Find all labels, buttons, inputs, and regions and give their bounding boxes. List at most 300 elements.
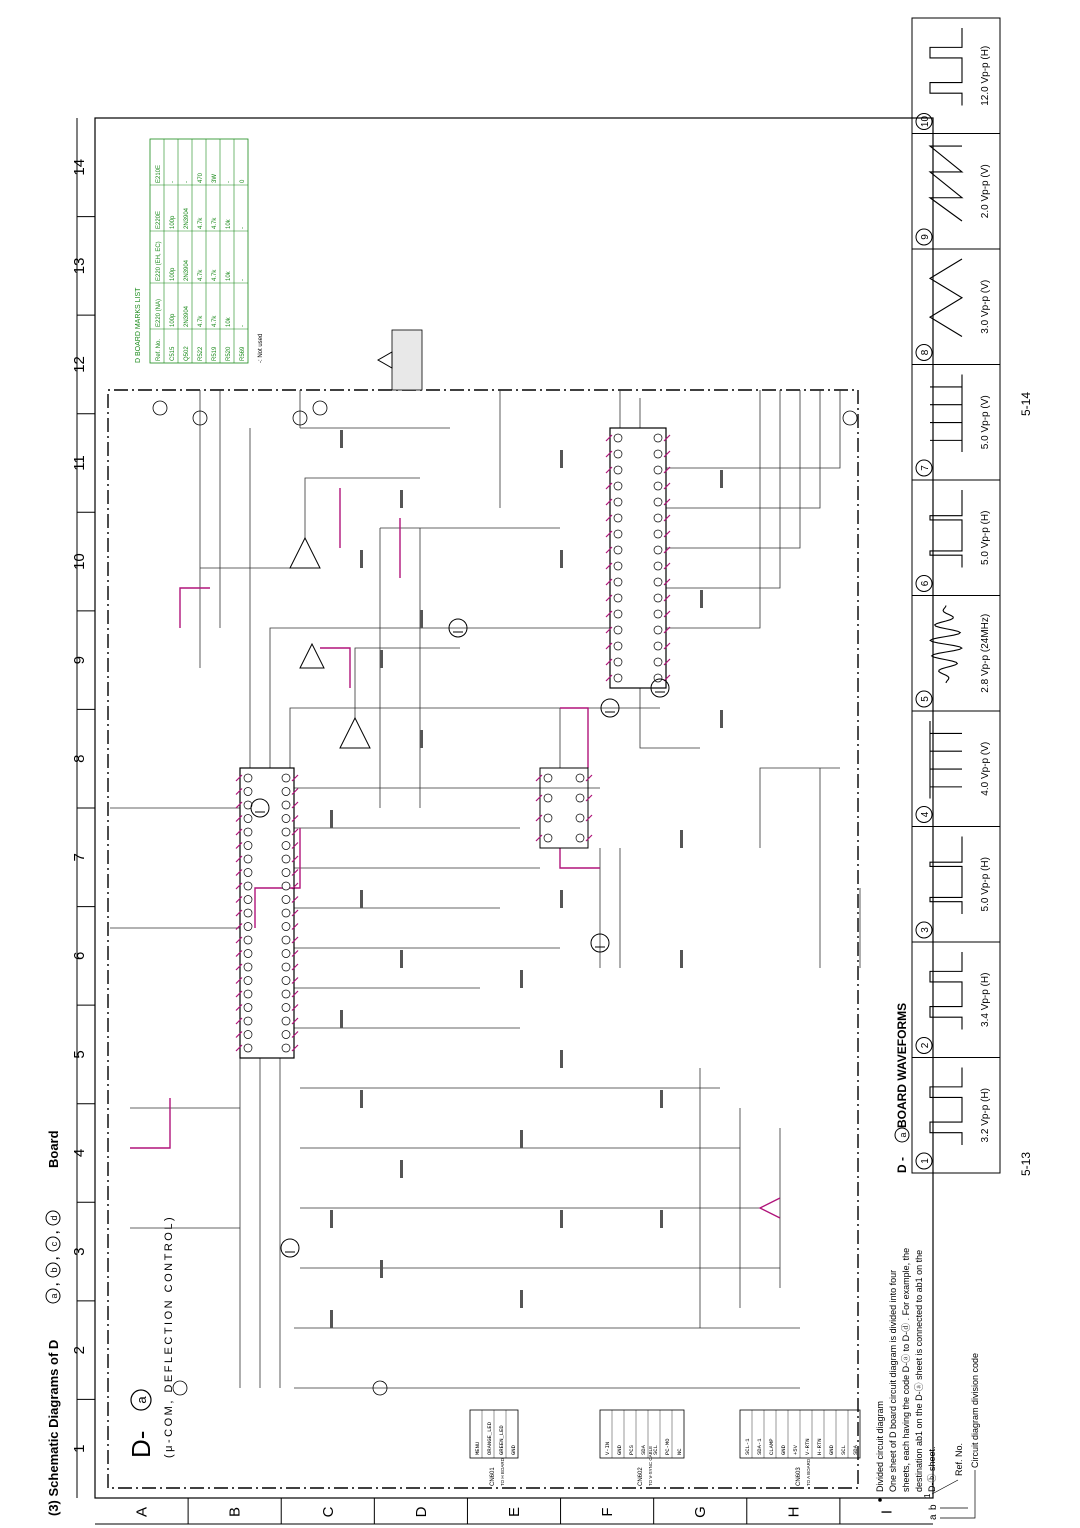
opamp-2 (340, 718, 370, 748)
component-ref (400, 1160, 403, 1178)
ic-pin (282, 896, 290, 904)
ic-pin-mark (236, 897, 242, 903)
waveform-trace (930, 721, 962, 799)
ic-pin (282, 774, 290, 782)
title-comma: , (47, 1282, 61, 1286)
component-ref (360, 1090, 363, 1108)
connector-pin-label: MENU (474, 1441, 481, 1455)
ic-pin (244, 1004, 252, 1012)
ic-pin (244, 869, 252, 877)
ic-pin (576, 794, 584, 802)
component-ref (400, 490, 403, 508)
mark-table-cell: - (226, 181, 232, 183)
ic-pin-mark (236, 924, 242, 930)
wire (355, 648, 460, 718)
connector-pin-label: SDA (640, 1445, 647, 1455)
transistor-symbol (251, 799, 269, 817)
ic-pin-mark (236, 870, 242, 876)
diagram-label-circle-text: a (134, 1396, 149, 1404)
ic-pin (282, 869, 290, 877)
ic-pin (282, 977, 290, 985)
ic-pin-mark (606, 451, 612, 457)
waveform-trace (930, 375, 962, 453)
connector-pin-label: H-RTN (816, 1438, 823, 1455)
waveform-trace (930, 952, 962, 1030)
mark-table-cell: 470 (198, 172, 204, 183)
mark-table-cell: 4.7k (198, 217, 204, 229)
connectors (470, 1410, 860, 1486)
ic-pin (544, 794, 552, 802)
mark-table-header: E210E (156, 164, 162, 183)
ic-pin-mark (536, 815, 542, 821)
waveform-number: 10 (920, 115, 931, 128)
connector-dest: TO A BOARD (806, 1458, 811, 1486)
ic-pin (654, 658, 662, 666)
mark-table-border (150, 139, 248, 363)
ic-pin (654, 578, 662, 586)
ic-pin (654, 514, 662, 522)
waveforms-title-circle-text: a (898, 1132, 908, 1138)
ic-pin (282, 923, 290, 931)
ic-pin (654, 434, 662, 442)
ic-pin (614, 658, 622, 666)
ic-pin (614, 610, 622, 618)
mark-table-cell: 10k (226, 317, 232, 327)
ic-pin-mark (536, 795, 542, 801)
ic-pin-mark (292, 991, 298, 997)
mark-table-cell: 4.7k (198, 269, 204, 281)
ic-pin-mark (292, 924, 298, 930)
ic-pin (282, 828, 290, 836)
note-bullet (878, 1498, 882, 1502)
row-label: B (226, 1506, 244, 1518)
column-label: 3 (71, 1247, 88, 1256)
ic-pin (244, 977, 252, 985)
component-ref (420, 730, 423, 748)
ic-pin-mark (536, 775, 542, 781)
ic-eeprom (536, 768, 592, 848)
component-ref (520, 1290, 523, 1308)
ic-pin-mark (664, 499, 670, 505)
mark-list (135, 139, 264, 363)
title-circles (46, 1211, 61, 1303)
ic-pin-mark (606, 595, 612, 601)
ic-pin-mark (292, 1018, 298, 1024)
ic-pin-mark (236, 991, 242, 997)
component-ref (340, 430, 343, 448)
ic-pin (244, 855, 252, 863)
transistors (251, 619, 669, 1257)
ic-pin (576, 814, 584, 822)
ic-pin (614, 578, 622, 586)
connector-pin-label: PCS (628, 1445, 635, 1455)
component-ref (360, 550, 363, 568)
mark-table-cell: 4.7k (212, 315, 218, 327)
column-label: 10 (71, 553, 88, 570)
ic-pin (614, 434, 622, 442)
row-label: H (785, 1506, 803, 1518)
schematic-wiring (110, 390, 860, 1388)
waveform-trace (930, 259, 962, 337)
component-ref (560, 1050, 563, 1068)
column-label: 7 (71, 853, 88, 862)
ic-pin-mark (606, 659, 612, 665)
waveform-label: 5.0 Vp-p (H) (980, 510, 991, 565)
ic-pin-mark (606, 675, 612, 681)
ic-pin-mark (606, 643, 612, 649)
component-ref (330, 1310, 333, 1328)
wire (666, 390, 760, 628)
component-ref (680, 830, 683, 848)
column-label: 8 (71, 754, 88, 763)
ic-pin (244, 923, 252, 931)
component-ref (560, 450, 563, 468)
component-ref (420, 610, 423, 628)
ic-pin (282, 1044, 290, 1052)
component-ref (330, 1210, 333, 1228)
ic-pin (282, 801, 290, 809)
waveform-cell (916, 721, 991, 823)
ic-pin-mark (292, 951, 298, 957)
mark-table-cell: - (170, 181, 176, 183)
diagram-label (126, 1215, 175, 1458)
mark-table-cell: - (240, 279, 246, 281)
connector-pin-label: GREEN_LED (498, 1425, 505, 1455)
ic-pin (244, 788, 252, 796)
waveform-label: 2.0 Vp-p (V) (980, 164, 991, 219)
column-labels (71, 118, 95, 1498)
ic-pin-mark (292, 829, 298, 835)
waveform-trace (930, 28, 962, 106)
ic-pin (244, 990, 252, 998)
ic-pin (654, 546, 662, 554)
connector-pin-label: SCL-1 (744, 1438, 751, 1455)
connector-dest: TO H BOARD (500, 1458, 505, 1486)
mark-table-cell: 0 (240, 179, 246, 183)
ic-pin (282, 1017, 290, 1025)
ic-pin-mark (236, 978, 242, 984)
ic-pin-mark (236, 883, 242, 889)
wire (666, 390, 780, 588)
connector-id: CN602 (638, 1467, 644, 1486)
edge-terminals (153, 401, 857, 1395)
ic-pin (654, 466, 662, 474)
ic-pin-mark (236, 1018, 242, 1024)
waveform-trace (930, 837, 962, 915)
flyback-box (392, 330, 422, 390)
wire (270, 628, 610, 768)
mark-list-title: D BOARD MARKS LIST (135, 287, 142, 363)
component-ref (720, 470, 723, 488)
ic-pin-mark (292, 1005, 298, 1011)
row-label: D (412, 1506, 430, 1518)
title-circle-letter: c (49, 1241, 59, 1247)
ic-pin-mark (236, 789, 242, 795)
ic-pin (614, 450, 622, 458)
notes (875, 1248, 980, 1520)
ic-pin (654, 594, 662, 602)
component-ref (360, 890, 363, 908)
ic-pin-mark (236, 1032, 242, 1038)
connector-pin-label: CLAMP (768, 1438, 775, 1455)
waveform-cell (916, 952, 991, 1054)
component-ref (720, 710, 723, 728)
column-label: 9 (71, 655, 88, 665)
ic-pin (654, 626, 662, 634)
ic-pin-mark (236, 843, 242, 849)
connector-pin-label: V-IN (604, 1441, 611, 1455)
column-label: 2 (71, 1345, 88, 1355)
row-label: G (692, 1506, 710, 1518)
page-number-left: 5-13 (1019, 1151, 1033, 1176)
ic-pin-mark (606, 611, 612, 617)
ic-pin-mark (236, 802, 242, 808)
component-ref (400, 950, 403, 968)
ic-microcontroller (236, 768, 298, 1058)
ic-pin-mark (292, 775, 298, 781)
ic-pin (244, 882, 252, 890)
ic-pin-mark (236, 937, 242, 943)
ic-pin (282, 815, 290, 823)
note-title: Divided circuit diagram (875, 1400, 885, 1492)
mark-table-cell: 2N3904 (184, 259, 190, 281)
row-label: F (599, 1507, 617, 1517)
mark-table-cell: 10k (226, 271, 232, 281)
component-ref (660, 1210, 663, 1228)
component-ref (520, 970, 523, 988)
waveform-cell (916, 837, 991, 939)
ic-pin (654, 610, 662, 618)
waveforms-title (895, 1003, 909, 1173)
connector-pin-label: GND (616, 1445, 623, 1455)
mark-table-cell: - (184, 181, 190, 183)
ic-pin (654, 498, 662, 506)
waveform-cell (916, 28, 991, 130)
ic-pin (614, 482, 622, 490)
title-comma: , (47, 1230, 61, 1234)
mark-list-note: -: Not used (258, 333, 264, 363)
ic-pin-mark (664, 659, 670, 665)
waveform-number: 7 (920, 465, 931, 471)
ic-pin-mark (664, 595, 670, 601)
wire (666, 390, 820, 508)
connector-pin-label: +5V (792, 1445, 799, 1455)
waveform-trace (930, 1068, 962, 1146)
ic-pin (244, 1031, 252, 1039)
signal-wire (130, 1098, 170, 1148)
terminal-circle (843, 411, 857, 425)
mark-table-cell: 4.7k (198, 315, 204, 327)
mark-table-cell: 4.7k (212, 269, 218, 281)
ic-deflection-pins (606, 434, 670, 682)
ic-pin-mark (606, 579, 612, 585)
code-a: a (928, 1514, 939, 1520)
component-ref (340, 1010, 343, 1028)
ic-pin-mark (292, 856, 298, 862)
ic-pin-mark (664, 515, 670, 521)
mark-table-cell: 100p (170, 215, 176, 229)
ic-pin (614, 626, 622, 634)
title-text: (3) Schematic Diagrams of D (46, 1339, 61, 1516)
ic-pin (614, 594, 622, 602)
ic-pin-mark (586, 835, 592, 841)
terminal-circle (173, 1381, 187, 1395)
waveform-label: 5.0 Vp-p (H) (980, 857, 991, 912)
wire (666, 390, 840, 468)
component-ref (560, 1210, 563, 1228)
connector-pin-label: SDA (852, 1445, 859, 1455)
warning-triangle-icon (378, 352, 392, 368)
mark-table-cell: R519 (212, 346, 218, 361)
ic-pin-mark (236, 856, 242, 862)
connector-id: CN601 (490, 1467, 496, 1486)
ic-pin-mark (292, 789, 298, 795)
mark-table-cell: 100p (170, 313, 176, 327)
connector-pin-label: PC-MO (664, 1438, 671, 1455)
mark-list-table (150, 139, 248, 363)
ic-pin (244, 1017, 252, 1025)
connector-pin-label: SCL (652, 1445, 659, 1455)
waveforms-title-prefix: D - (895, 1157, 909, 1173)
ic-pin (654, 642, 662, 650)
waveform-number: 3 (920, 927, 931, 933)
waveform-number: 4 (920, 811, 931, 818)
ic-pin-mark (236, 910, 242, 916)
ic-pin-mark (586, 815, 592, 821)
mark-table-header: Ref. No. (156, 338, 162, 361)
ic-pin-mark (292, 843, 298, 849)
mark-table-cell: C515 (170, 346, 176, 361)
connector-pin-label: GND (780, 1445, 787, 1455)
ic-pin-mark (536, 835, 542, 841)
waveform-cells (912, 18, 1000, 1173)
ic-pin-mark (586, 795, 592, 801)
ic-pin-mark (606, 435, 612, 441)
waveform-number: 2 (920, 1042, 931, 1049)
ic-pin-mark (606, 515, 612, 521)
mark-table-cell: 4.7k (212, 217, 218, 229)
ic-pin-mark (292, 910, 298, 916)
mark-table-cell: - (240, 325, 246, 327)
waveform-cell (916, 606, 991, 708)
terminal-circle (153, 401, 167, 415)
code-b: b (928, 1504, 939, 1510)
ref-no-label: Ref. No. (954, 1442, 964, 1476)
diagram-label-text: D- (126, 1430, 156, 1458)
ic-pin (614, 530, 622, 538)
ic-pin (282, 1031, 290, 1039)
mark-table-cell: R569 (240, 346, 246, 361)
component-ref (380, 650, 383, 668)
waveform-trace (930, 606, 962, 684)
connector-pin-label: ORANGE_LED (486, 1421, 493, 1455)
mark-table-cell: R522 (198, 346, 204, 361)
ic-pin (282, 788, 290, 796)
waveform-number: 5 (920, 696, 931, 702)
ic-pin (576, 774, 584, 782)
waveform-cell (916, 375, 991, 477)
column-label: 13 (71, 257, 88, 275)
transistor-symbol (281, 1239, 299, 1257)
mark-table-cell: 100p (170, 267, 176, 281)
connector-pin-label: GND (828, 1445, 835, 1455)
waveform-label: 3.2 Vp-p (H) (980, 1088, 991, 1143)
ic-pin (544, 834, 552, 842)
ic-pin-mark (236, 964, 242, 970)
opamp-1 (290, 538, 320, 568)
ic-pin (282, 842, 290, 850)
ic-pin (282, 950, 290, 958)
ic-pin (244, 909, 252, 917)
ic-pin (282, 936, 290, 944)
column-label: 14 (71, 158, 88, 176)
ic-pin-mark (664, 483, 670, 489)
waveform-number: 6 (920, 580, 931, 587)
ic-pin (614, 514, 622, 522)
ic-pin-mark (664, 563, 670, 569)
mark-table-cell: 2N3904 (184, 305, 190, 327)
component-ref (660, 1090, 663, 1108)
ic-pin-mark (664, 579, 670, 585)
ic-pin (244, 936, 252, 944)
waveform-cell (916, 146, 991, 245)
ic-pin-mark (664, 451, 670, 457)
connector-id: CN603 (796, 1467, 802, 1486)
ic-pin-mark (292, 937, 298, 943)
ic-pin (654, 482, 662, 490)
mark-table-cell: 2N3904 (184, 207, 190, 229)
ic-pin (282, 990, 290, 998)
mark-table-cell: 10k (226, 219, 232, 229)
signal-wire (180, 588, 210, 628)
signal-wire (560, 708, 588, 768)
ic-pin (244, 828, 252, 836)
ic-pin (614, 642, 622, 650)
ic-pin-mark (606, 499, 612, 505)
ic-pin-mark (236, 816, 242, 822)
ic-pin-mark (606, 563, 612, 569)
connector-cn601 (470, 1410, 518, 1486)
waveform-trace (930, 146, 962, 221)
row-label: E (506, 1506, 523, 1518)
ic-pin-mark (664, 611, 670, 617)
column-label: 12 (71, 356, 88, 373)
ic-pin (282, 855, 290, 863)
column-label: 5 (71, 1050, 88, 1059)
division-code-label: Circuit diagram division code (970, 1352, 980, 1468)
row-labels (95, 1498, 933, 1524)
waveform-number: 9 (920, 234, 931, 240)
component-labels (330, 430, 723, 1328)
connector-cn602 (600, 1410, 684, 1486)
ic-pin-mark (606, 547, 612, 553)
ic-deflection-controller (606, 428, 670, 688)
waveform-cell (916, 490, 991, 592)
component-ref (380, 1260, 383, 1278)
connector-pin-label: NC (676, 1448, 683, 1455)
ic-pin (244, 950, 252, 958)
ic-pin-mark (236, 775, 242, 781)
mark-table-header: E220 (EH, EC) (156, 241, 162, 281)
waveform-label: 5.0 Vp-p (V) (980, 395, 991, 450)
row-label: C (319, 1506, 337, 1518)
component-ref (560, 890, 563, 908)
ic-pin (244, 774, 252, 782)
ic-pin (282, 1004, 290, 1012)
ic-pin-mark (236, 951, 242, 957)
ic-pin (654, 450, 662, 458)
title-circle-letter: a (49, 1293, 59, 1299)
